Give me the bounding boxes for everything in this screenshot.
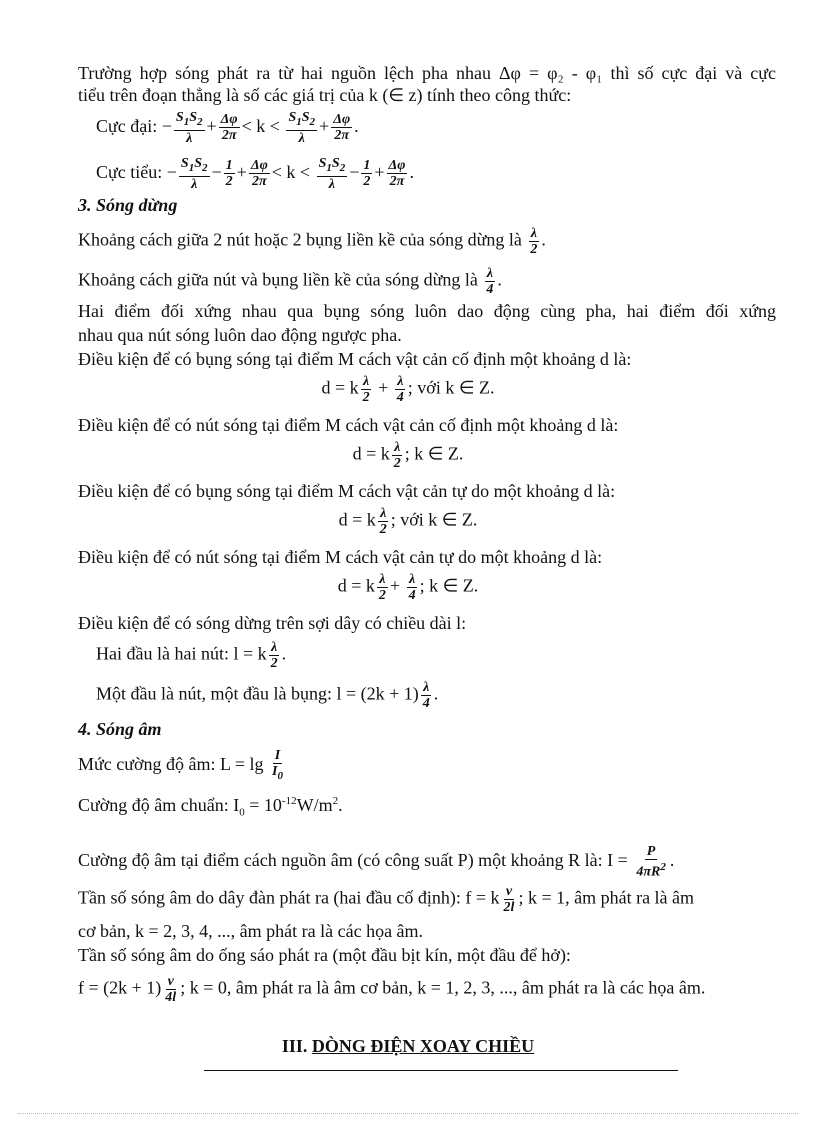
s3-p6: Điều kiện để có bụng sóng tại điểm M cách vật cản tự do một khoảng d là:	[78, 481, 616, 501]
section-4-heading: 4. Sóng âm	[78, 719, 162, 739]
bottom-rule	[204, 1070, 678, 1071]
s3-p8: Điều kiện để có sóng dừng trên sợi dây có chiều dài l:	[78, 613, 467, 633]
intro-line-2: tiểu trên đoạn thẳng là số các giá trị của k (∈ z) tính theo công thức:	[78, 85, 572, 105]
cuc-tieu-formula: Cực tiểu: − $\frac{S_1S_2}{\lambda}$ − $\frac{1}{2}$ + $\frac{\Delta\varphi}{2\pi}$ < k < $\frac{S_1S_2}{\lambda}$ − $\frac{1}{2}$ + $\frac{\Delta\varphi}{2\pi}$ .	[96, 156, 414, 192]
s3-f7: d = k $\frac{\lambda}{2}$ + $\frac{\lambda}{4}$ ; k ∈ Z.	[337, 572, 479, 603]
s3-p4: Điều kiện để có bụng sóng tại điểm M cách vật cản cố định một khoảng d là:	[78, 349, 632, 369]
s4-p1: Mức cường độ âm: L = lg $\frac{I}{I_0}$	[78, 748, 283, 782]
s4-p4a: Tần số sóng âm do dây đàn phát ra (hai đầu cố định): f = k $\frac{v}{2l}$ ; k = 1, âm phát ra là âm	[78, 884, 695, 915]
s3-p5: Điều kiện để có nút sóng tại điểm M cách vật cản cố định một khoảng d là:	[78, 415, 619, 435]
chapter-heading: III. DÒNG ĐIỆN XOAY CHIỀU	[281, 1036, 535, 1056]
s3-p3a: Hai điểm đối xứng nhau qua bụng sóng luôn dao động cùng pha, hai điểm đối xứng	[78, 301, 776, 321]
s3-f5: d = k $\frac{\lambda}{2}$ ; k ∈ Z.	[352, 440, 464, 471]
s3-p7: Điều kiện để có nút sóng tại điểm M cách vật cản tự do một khoảng d là:	[78, 547, 603, 567]
s3-p10: Một đầu là nút, một đầu là bụng: l = (2k + 1) $\frac{\lambda}{4}$ .	[96, 680, 439, 711]
s4-p6: f = (2k + 1) $\frac{v}{4l}$ ; k = 0, âm phát ra là âm cơ bản, k = 1, 2, 3, ..., âm phát ra là các họa âm.	[78, 974, 706, 1005]
s4-p5: Tần số sóng âm do ống sáo phát ra (một đầu bịt kín, một đầu để hở):	[78, 945, 571, 965]
cuc-tieu-label: Cực tiểu:	[96, 162, 163, 183]
s3-p3b: nhau qua nút sóng luôn dao động ngược pha.	[78, 325, 402, 345]
s3-p9: Hai đầu là hai nút: l = k $\frac{\lambda}{2}$ .	[96, 640, 287, 671]
s3-f6: d = k $\frac{\lambda}{2}$ ; với k ∈ Z.	[338, 506, 478, 537]
s4-p2: Cường độ âm chuẩn: $I_0 = 10^{-12}W/m^2$.	[78, 795, 343, 819]
section-3-heading: 3. Sóng dừng	[78, 195, 178, 215]
s4-p3: Cường độ âm tại điểm cách nguồn âm (có công suất P) một khoảng R là: I = $\frac{P}{4\pi R^2}$ .	[78, 844, 675, 880]
cuc-dai-formula: Cực đại: − $\frac{S_1S_2}{\lambda}$ + $\frac{\Delta\varphi}{2\pi}$ < k < $\frac{S_1S_2}{\lambda}$ + $\frac{\Delta\varphi}{2\pi}$ .	[96, 110, 359, 146]
page-edge-dots	[18, 1113, 798, 1114]
s4-p4b: cơ bản, k = 2, 3, 4, ..., âm phát ra là các họa âm.	[78, 921, 424, 941]
s3-f4: d = k $\frac{\lambda}{2}$ + $\frac{\lambda}{4}$ ; với k ∈ Z.	[321, 374, 495, 405]
cuc-dai-label: Cực đại:	[96, 116, 158, 137]
s3-p2: Khoảng cách giữa nút và bụng liền kề của sóng dừng là $\frac{\lambda}{4}$ .	[78, 266, 502, 297]
s3-p1: Khoảng cách giữa 2 nút hoặc 2 bụng liền kề của sóng dừng là $\frac{\lambda}{2}$ .	[78, 226, 546, 257]
intro-line-1: Trường hợp sóng phát ra từ hai nguồn lệch pha nhau Δφ = φ₂ - φ₁ thì số cực đại và cực	[78, 63, 776, 83]
